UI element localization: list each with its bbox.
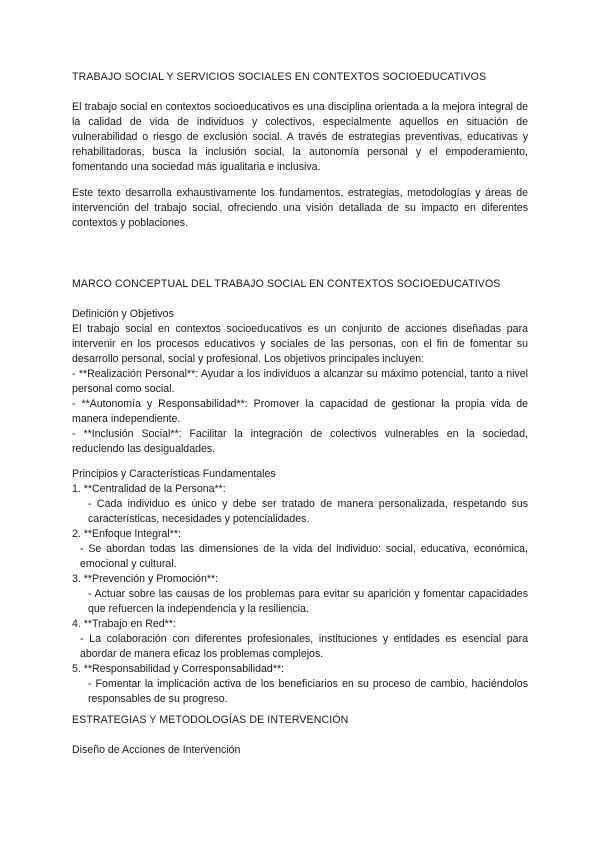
document-title: TRABAJO SOCIAL Y SERVICIOS SOCIALES EN CONTEXTOS SOCIOEDUCATIVOS bbox=[72, 71, 487, 83]
section-heading-estrategias: ESTRATEGIAS Y METODOLOGÍAS DE INTERVENCIÓN bbox=[72, 714, 349, 726]
principle-item bbox=[72, 662, 528, 707]
definition-block bbox=[72, 307, 528, 457]
objective-item: - **Realización Personal**: Ayudar a los individuos a alcanzar su máximo potencial, tanto a nivel personal como social. bbox=[72, 368, 528, 395]
principle-title: 2. **Enfoque Integral**: bbox=[72, 528, 181, 540]
intro-paragraph-2: Este texto desarrolla exhaustivamente los fundamentos, estrategias, metodologías y áreas de intervención del trabajo social, ofreciendo una visión detallada de su impacto en diferentes contextos y poblaciones. bbox=[72, 187, 528, 229]
principle-title: 5. **Responsabilidad y Corresponsabilidad**: bbox=[72, 663, 285, 675]
principle-text: - Cada individuo es único y debe ser tratado de manera personalizada, respetando sus características, necesidades y potencialidades. bbox=[88, 498, 528, 525]
subheading-definicion: Definición y Objetivos bbox=[72, 308, 174, 320]
principle-item bbox=[72, 527, 528, 572]
principle-item bbox=[72, 617, 528, 662]
principle-text: - La colaboración con diferentes profesionales, instituciones y entidades es esencial para abordar de manera eficaz los problemas complejos. bbox=[80, 633, 528, 660]
intro-paragraph-1: El trabajo social en contextos socioeducativos es una disciplina orientada a la mejora integral de la calidad de vida de individuos y colectivos, especialmente aquellos en situación de vulnerabilidad o riesgo de exclusión social. A través de estrategias preventivas, educativas y rehabilitadoras, busca la inclusión social, la autonomía personal y el empoderamiento, fomentando una sociedad más igualitaria e inclusiva. bbox=[72, 101, 528, 173]
principles-block bbox=[72, 467, 528, 707]
objective-item: - **Autonomía y Responsabilidad**: Promover la capacidad de gestionar la propia vida de manera independiente. bbox=[72, 398, 528, 425]
principle-title: 4. **Trabajo en Red**: bbox=[72, 618, 176, 630]
definition-paragraph: El trabajo social en contextos socioeducativos es un conjunto de acciones diseñadas para intervenir en los procesos educativos y sociales de las personas, con el fin de fomentar su desarrollo personal, social y profesional. Los objetivos principales incluyen: bbox=[72, 323, 528, 365]
principle-text: - Se abordan todas las dimensiones de la vida del individuo: social, educativa, económica, emocional y cultural. bbox=[80, 543, 528, 570]
objective-item: - **Inclusión Social**: Facilitar la integración de colectivos vulnerables en la sociedad, reduciendo las desigualdades. bbox=[72, 428, 528, 455]
subheading-principios: Principios y Características Fundamentales bbox=[72, 468, 276, 480]
subheading-diseno: Diseño de Acciones de Intervención bbox=[72, 744, 241, 756]
principle-title: 3. **Prevención y Promoción**: bbox=[72, 573, 219, 585]
principle-text: - Fomentar la implicación activa de los beneficiarios en su proceso de cambio, haciéndolos responsables de su progreso. bbox=[88, 678, 528, 705]
principle-item bbox=[72, 482, 528, 527]
principle-title: 1. **Centralidad de la Persona**: bbox=[72, 483, 226, 495]
principle-text: - Actuar sobre las causas de los problemas para evitar su aparición y fomentar capacidades que refuercen la independencia y la resiliencia. bbox=[88, 588, 528, 615]
section-heading-marco-conceptual: MARCO CONCEPTUAL DEL TRABAJO SOCIAL EN CONTEXTOS SOCIOEDUCATIVOS bbox=[72, 278, 501, 290]
principle-item bbox=[72, 572, 528, 617]
